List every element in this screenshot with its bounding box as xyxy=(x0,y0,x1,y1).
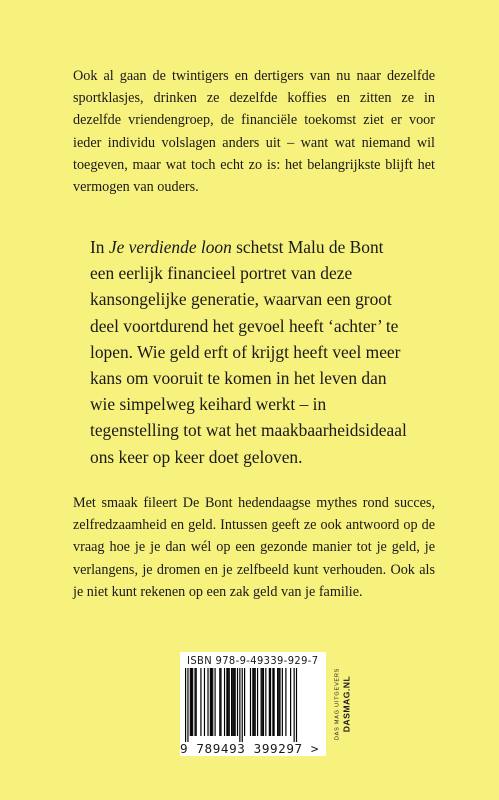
barcode-bar xyxy=(226,668,227,736)
barcode-bar xyxy=(263,668,264,736)
barcode-bar xyxy=(257,668,258,736)
barcode-bar xyxy=(252,668,253,736)
barcode-bar xyxy=(294,668,295,742)
blurb-paragraph-2 xyxy=(90,234,410,470)
barcode-bar xyxy=(211,668,212,736)
paragraph-2-intro: In xyxy=(90,237,109,257)
barcode-bar xyxy=(200,668,201,736)
barcode-bar xyxy=(219,668,220,736)
blurb-paragraph-1: Ook al gaan de twintigers en dertigers van nu naar dezelfde sportklasjes, drinken ze dezelfde koffies en zitten ze in dezelfde vriendengroep, de financiële toekomst ziet er voor ieder individu volslagen anders uit – want wat niemand wil toegeven, maar wat toch echt zo is: het belangrijkste blijft het vermogen van ouders. xyxy=(73,68,435,196)
barcode-image xyxy=(182,668,300,742)
book-title: Je verdiende loon xyxy=(108,237,232,257)
barcode-bar xyxy=(261,668,262,736)
barcode-bar xyxy=(215,668,216,736)
barcode-bar xyxy=(237,668,238,736)
barcode-bar xyxy=(207,668,208,736)
barcode-bar xyxy=(204,668,205,736)
barcode-bar xyxy=(212,668,213,736)
barcode-bar xyxy=(282,668,283,736)
ean-digits: 9 789493 399297 > xyxy=(180,741,320,756)
barcode-bar xyxy=(191,668,192,736)
barcode-bar xyxy=(253,668,254,736)
barcode-bar xyxy=(229,668,230,736)
barcode-bar xyxy=(262,668,263,736)
barcode-bar xyxy=(185,668,186,742)
publisher-name: DAS MAG UITGEVERS xyxy=(334,667,341,741)
barcode-bar xyxy=(231,668,232,736)
barcode-bar xyxy=(224,668,225,736)
barcode-bar xyxy=(233,668,234,736)
publisher-imprint xyxy=(332,652,354,756)
publisher-website: DASMAG.NL xyxy=(341,675,352,733)
barcode-bar xyxy=(270,668,271,736)
barcode-bar xyxy=(232,668,233,736)
barcode-bar xyxy=(190,668,191,736)
barcode-bar xyxy=(285,668,286,736)
barcode-bar xyxy=(278,668,279,736)
barcode-bar xyxy=(265,668,266,736)
barcode-bar xyxy=(244,668,245,736)
barcode-bar xyxy=(255,668,256,736)
barcode-bar xyxy=(277,668,278,736)
barcode-bar xyxy=(242,668,243,742)
barcode-bar xyxy=(272,668,273,736)
barcode-bar xyxy=(269,668,270,736)
barcode-bar xyxy=(296,668,297,742)
barcode-bar xyxy=(187,668,188,742)
barcode-bar xyxy=(239,668,240,742)
barcode-bar xyxy=(196,668,197,736)
barcode-bar xyxy=(192,668,193,736)
barcode-bar xyxy=(279,668,280,736)
barcode-bar xyxy=(210,668,211,736)
barcode-bar xyxy=(194,668,195,736)
barcode-bar xyxy=(290,668,291,736)
barcode-bar xyxy=(250,668,251,736)
blurb-paragraph-3: Met smaak fileert De Bont hedendaagse mythes rond succes, zelfredzaamheid en geld. Intussen geeft ze ook antwoord op de vraag hoe je je dan wél op een gezonde manier tot je geld, je verlangens, je dromen en je zelfbeeld kunt verhouden. Ook als je niet kunt rekenen op een zak geld van je familie. xyxy=(73,495,435,600)
barcode-bar xyxy=(227,668,228,736)
barcode-bar xyxy=(220,668,221,736)
barcode-bar xyxy=(235,668,236,736)
isbn-label: ISBN 978-9-49339-929-7 xyxy=(187,654,319,667)
barcode-bar xyxy=(274,668,275,736)
paragraph-2-body: schetst Malu de Bont een eerlijk financieel portret van deze kansongelijke generatie, waarvan een groot deel voortdurend het gevoel heeft ‘achter’ te lopen. Wie geld erft of krijgt heeft veel meer kans om vooruit te komen in het leven dan wie simpelweg keihard werkt – in tegenstelling tot wat het maakbaarheidsideaal ons keer op keer doet geloven. xyxy=(90,237,407,467)
